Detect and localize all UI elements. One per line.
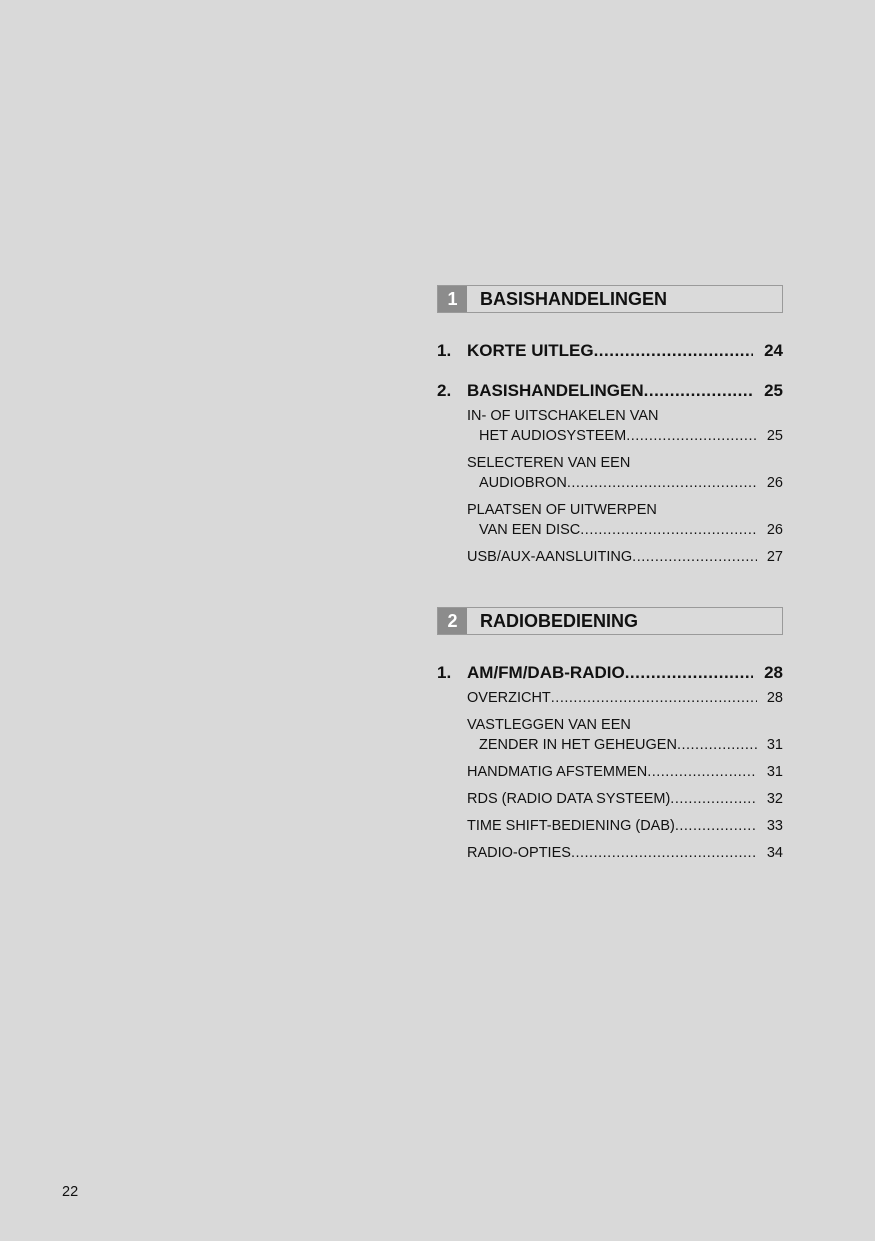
chapter-number: 2.	[437, 381, 452, 400]
section-number: 2	[438, 608, 467, 634]
toc-item-page: 33	[766, 818, 783, 834]
toc-item-title: RDS (RADIO DATA SYSTEEM)	[467, 791, 671, 807]
toc-section	[437, 607, 783, 863]
toc-item-title-line2: ZENDER IN HET GEHEUGEN	[479, 737, 677, 753]
chapter-title: KORTE UITLEG	[467, 341, 594, 360]
toc-item-page: 34	[766, 845, 783, 861]
toc-chapter[interactable]	[437, 380, 783, 402]
section-title: RADIOBEDIENING	[467, 608, 782, 634]
toc-item-list	[467, 406, 783, 567]
chapter-title: AM/FM/DAB-RADIO	[467, 663, 625, 682]
toc-item[interactable]	[467, 500, 783, 540]
chapter-page: 28	[764, 663, 783, 682]
toc-chapter[interactable]	[437, 340, 783, 362]
toc-item[interactable]	[467, 715, 783, 755]
toc-item-title-line2: VAN EEN DISC	[479, 522, 581, 538]
toc-item-title: TIME SHIFT-BEDIENING (DAB)	[467, 818, 675, 834]
toc-item-title-line2: HET AUDIOSYSTEEM	[479, 428, 627, 444]
toc-item-title-line1: IN- OF UITSCHAKELEN VAN	[467, 408, 659, 424]
toc-item[interactable]	[467, 762, 783, 782]
toc-item[interactable]	[467, 816, 783, 836]
chapter-number: 1.	[437, 341, 452, 360]
toc-item-list	[467, 688, 783, 863]
toc-item-page: 31	[766, 737, 783, 753]
toc-item-title-line1: VASTLEGGEN VAN EEN	[467, 717, 631, 733]
table-of-contents	[437, 285, 783, 870]
chapter-number: 1.	[437, 663, 452, 682]
toc-item-page: 31	[766, 764, 783, 780]
section-number: 1	[438, 286, 467, 312]
toc-item-title: USB/AUX-AANSLUITING	[467, 549, 633, 565]
chapter-page: 24	[764, 341, 783, 360]
toc-item-title-line1: SELECTEREN VAN EEN	[467, 455, 631, 471]
chapter-page: 25	[764, 381, 783, 400]
toc-item-page: 32	[766, 791, 783, 807]
section-title: BASISHANDELINGEN	[467, 286, 782, 312]
toc-item-page: 25	[766, 428, 783, 444]
toc-item-title: OVERZICHT	[467, 690, 551, 706]
toc-item-title: RADIO-OPTIES	[467, 845, 571, 861]
toc-item[interactable]	[467, 453, 783, 493]
toc-item-page: 26	[766, 475, 783, 491]
section-header	[437, 607, 783, 635]
toc-item[interactable]	[467, 789, 783, 809]
toc-item-title-line1: PLAATSEN OF UITWERPEN	[467, 502, 657, 518]
chapter-title: BASISHANDELINGEN	[467, 381, 644, 400]
toc-item-page: 28	[766, 690, 783, 706]
toc-item[interactable]	[467, 843, 783, 863]
toc-item[interactable]	[467, 406, 783, 446]
toc-section	[437, 285, 783, 567]
toc-item-page: 26	[766, 522, 783, 538]
toc-item-page: 27	[766, 549, 783, 565]
toc-item[interactable]	[467, 688, 783, 708]
toc-item[interactable]	[467, 547, 783, 567]
toc-chapter[interactable]	[437, 662, 783, 684]
toc-item-title: HANDMATIG AFSTEMMEN	[467, 764, 648, 780]
section-header	[437, 285, 783, 313]
page-number: 22	[62, 1184, 79, 1200]
toc-item-title-line2: AUDIOBRON	[479, 475, 567, 491]
